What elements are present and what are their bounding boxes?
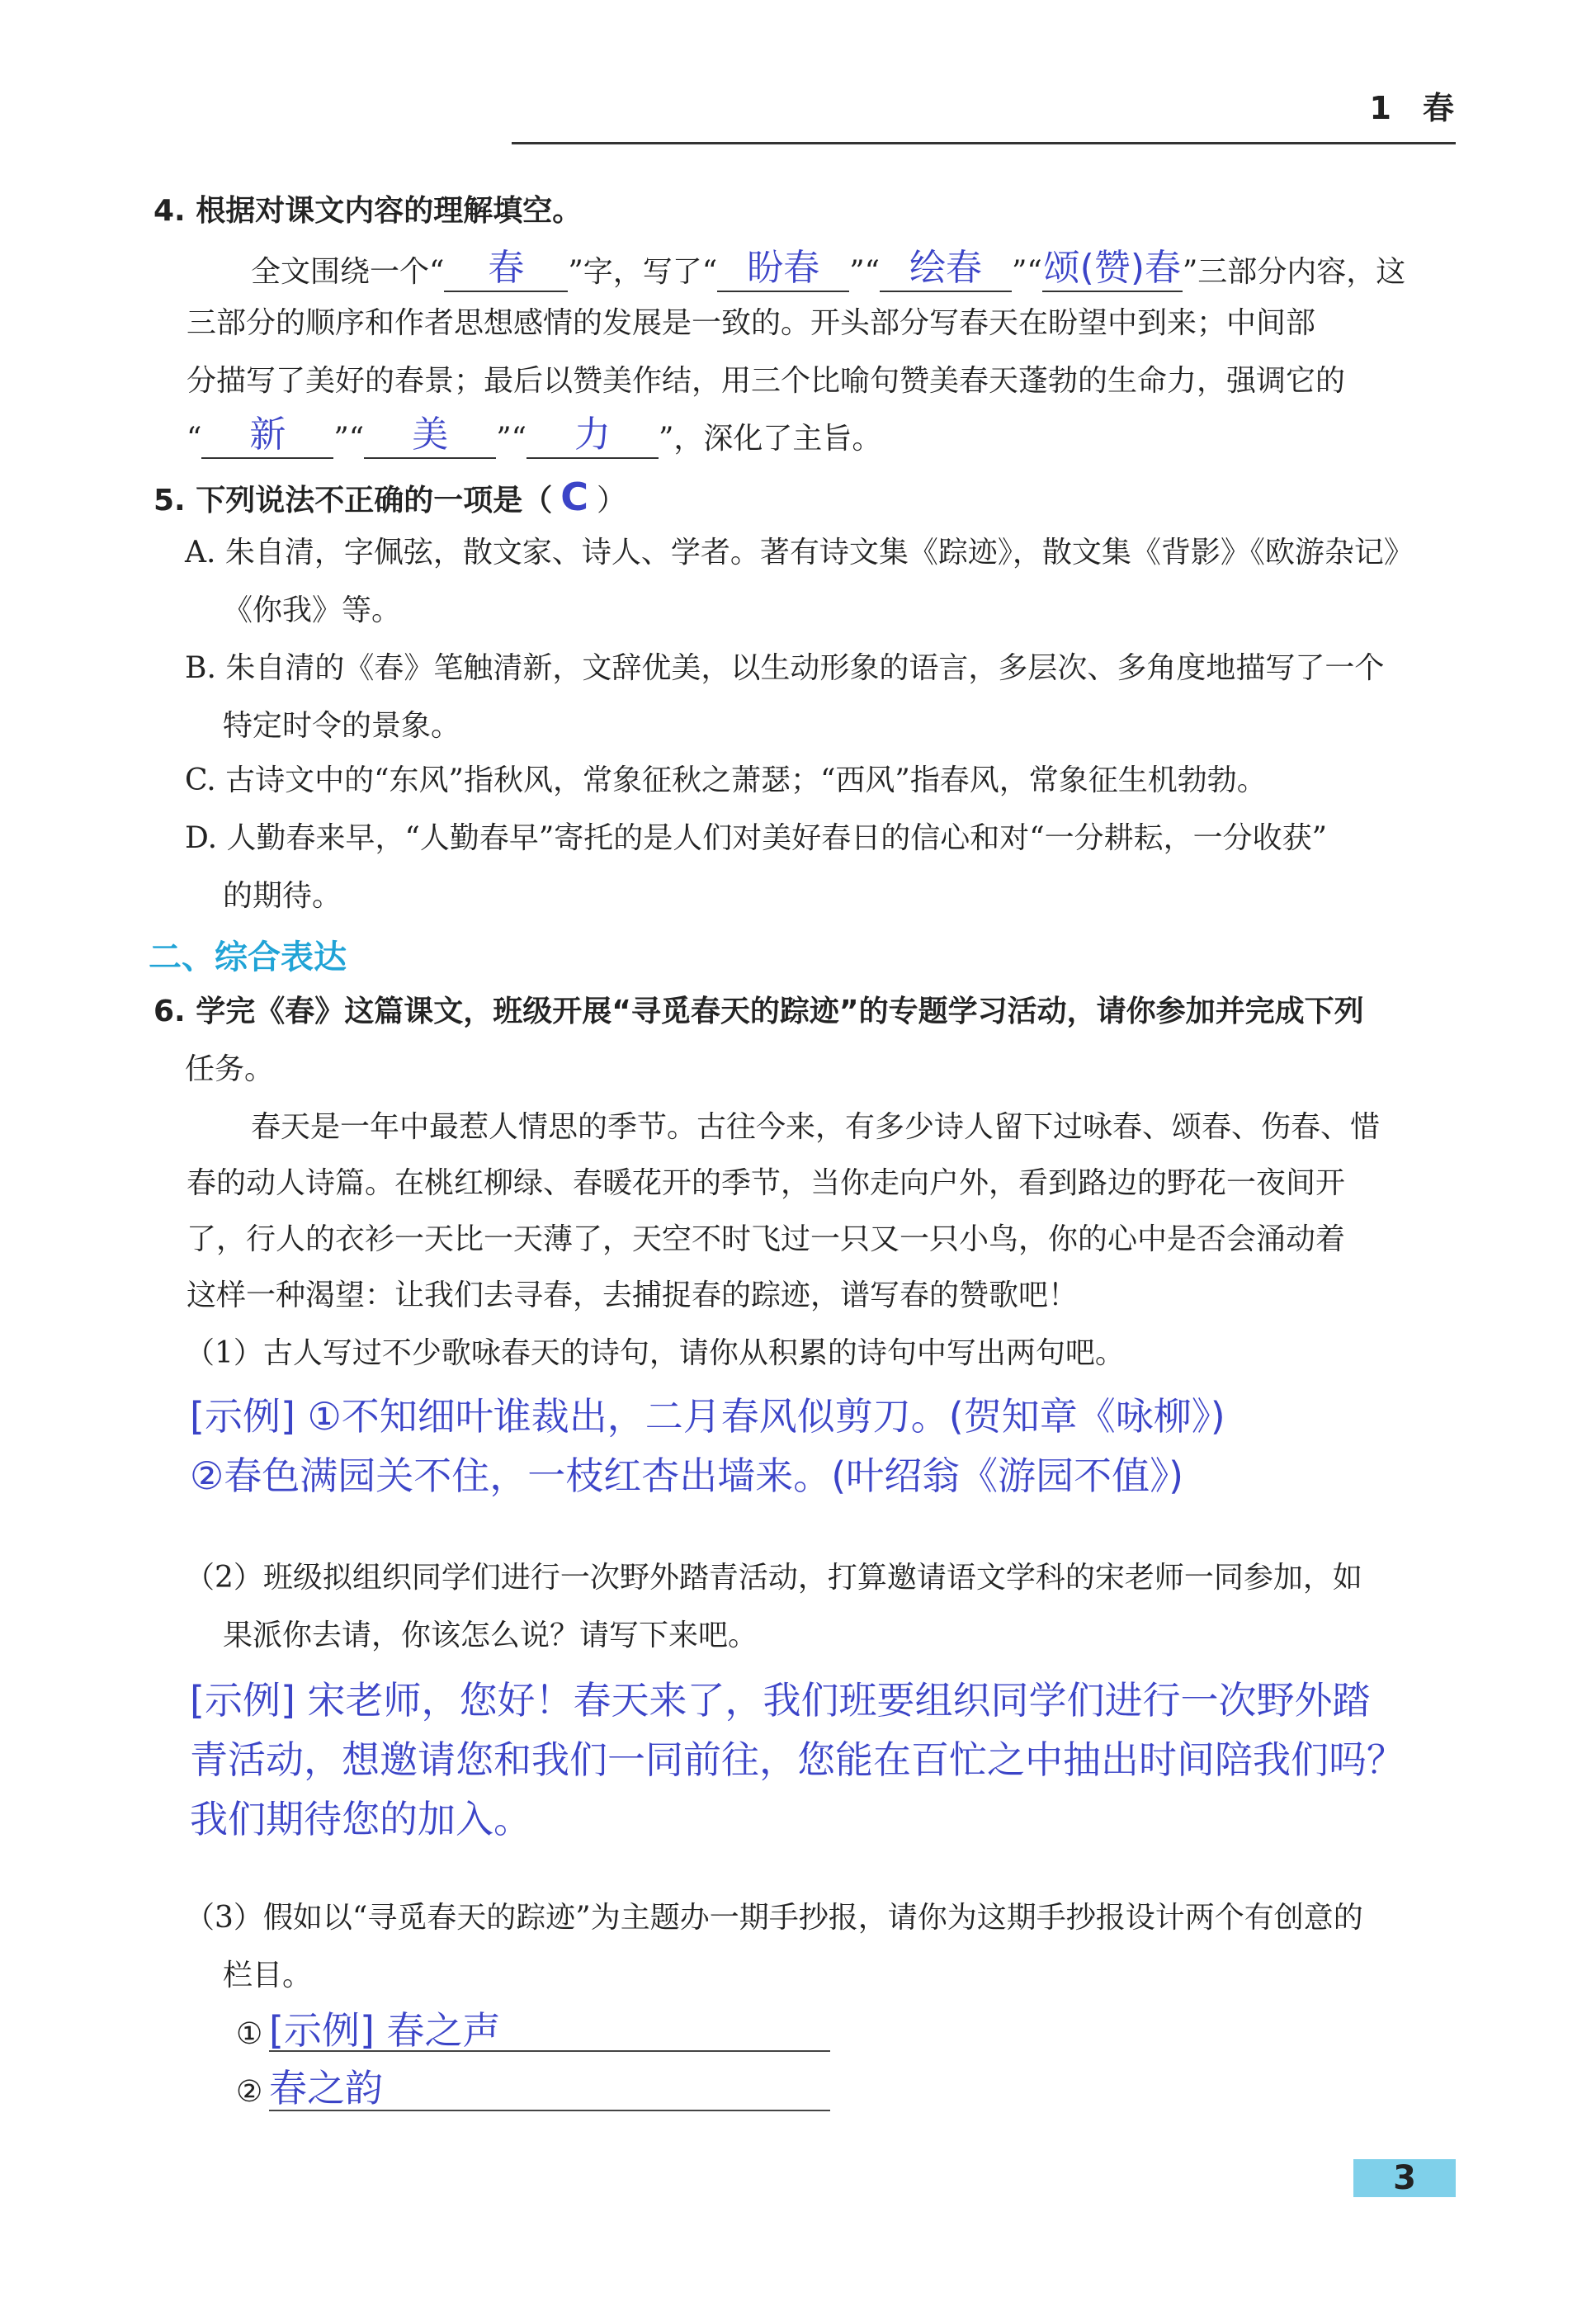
q6-sub1-prompt: （1）古人写过不少歌咏春天的诗句，请你从积累的诗句中写出两句吧。 bbox=[185, 1336, 1125, 1370]
q6-passage-line3: 了，行人的衣衫一天比一天薄了，天空不时飞过一只又一只小鸟，你的心中是否会涌动着 bbox=[187, 1222, 1346, 1256]
q6-passage-line2: 春的动人诗篇。在桃红柳绿、春暖花开的季节，当你走向户外，看到路边的野花一夜间开 bbox=[187, 1166, 1346, 1200]
column-1-answer: [示例] 春之声 bbox=[269, 2008, 501, 2053]
q4-line2: 三部分的顺序和作者思想感情的发展是一致的。开头部分写春天在盼望中到来；中间部 bbox=[187, 306, 1316, 340]
q4-blank-5[interactable]: 新 bbox=[201, 413, 333, 459]
q6-stem-line1: 6. 学完《春》这篇课文，班级开展“寻觅春天的踪迹”的专题学习活动，请你参加并完成下列 bbox=[153, 995, 1364, 1028]
q6-sub1-answer-line2: ②春色满园关不住，一枝红杏出墙来。(叶绍翁《游园不值》) bbox=[190, 1453, 1184, 1498]
q5-option-d-line2: 的期待。 bbox=[223, 879, 342, 913]
q6-stem-line2: 任务。 bbox=[185, 1052, 275, 1086]
page-number: 3 bbox=[1353, 2159, 1456, 2197]
q4-line1: 全文围绕一个“ 春 ”字，写了“ 盼春 ”“ 绘春 ”“颂(赞)春”三部分内容，这 bbox=[251, 246, 1405, 292]
q4-blank-4[interactable]: 颂(赞)春 bbox=[1042, 246, 1183, 292]
q4-blank-7[interactable]: 力 bbox=[526, 413, 659, 459]
q4-line3: 分描写了美好的春景；最后以赞美作结，用三个比喻句赞美春天蓬勃的生命力，强调它的 bbox=[187, 364, 1346, 398]
q5-option-b-line1: B. 朱自清的《春》笔触清新，文辞优美，以生动形象的语言，多层次、多角度地描写了一个 bbox=[185, 651, 1385, 685]
q6-sub3-prompt-line1: （3）假如以“寻觅春天的踪迹”为主题办一期手抄报，请你为这期手抄报设计两个有创意的 bbox=[185, 1901, 1363, 1935]
q5-option-a-line2: 《你我》等。 bbox=[223, 593, 402, 627]
page-header bbox=[1370, 83, 1456, 128]
q4-blank-1[interactable]: 春 bbox=[444, 246, 568, 292]
column-1-label: ① bbox=[236, 2017, 263, 2051]
q4-blank-2[interactable]: 盼春 bbox=[717, 246, 849, 292]
q6-sub2-answer bbox=[190, 1671, 1405, 1849]
q4-blank-3[interactable]: 绘春 bbox=[880, 246, 1012, 292]
column-2-label: ② bbox=[236, 2075, 263, 2109]
q6-sub1-answer bbox=[190, 1387, 1225, 1505]
q4-line4: “ 新 ”“ 美 ”“ 力 ”，深化了主旨。 bbox=[187, 413, 881, 459]
header-rule bbox=[512, 142, 1456, 144]
q5-stem: 5. 下列说法不正确的一项是（ C ） bbox=[153, 475, 627, 519]
lesson-title: 春 bbox=[1422, 89, 1456, 126]
q5-option-b-line2: 特定时令的景象。 bbox=[223, 709, 461, 743]
q6-sub2-answer-line2: 青活动，想邀请您和我们一同前往，您能在百忙之中抽出时间陪我们吗？ bbox=[190, 1737, 1405, 1782]
q5-option-c: C. 古诗文中的“东风”指秋风，常象征秋之萧瑟；“西风”指春风，常象征生机勃勃。 bbox=[185, 763, 1267, 797]
q6-passage-line4: 这样一种渴望：让我们去寻春，去捕捉春的踪迹，谱写春的赞歌吧！ bbox=[187, 1279, 1079, 1312]
column-1-underline bbox=[269, 2050, 830, 2052]
q5-option-a-line1: A. 朱自清，字佩弦，散文家、诗人、学者。著有诗文集《踪迹》，散文集《背影》《欧游杂记》 bbox=[185, 536, 1414, 570]
q4-stem: 4. 根据对课文内容的理解填空。 bbox=[153, 194, 583, 228]
section-title: 二、综合表达 bbox=[149, 938, 347, 976]
q6-sub1-answer-line1: [示例] ①不知细叶谁裁出，二月春风似剪刀。(贺知章《咏柳》) bbox=[190, 1394, 1225, 1439]
q5-option-d-line1: D. 人勤春来早，“人勤春早”寄托的是人们对美好春日的信心和对“一分耕耘，一分收获” bbox=[185, 821, 1328, 855]
column-2-underline bbox=[269, 2110, 830, 2111]
column-2-answer: 春之韵 bbox=[269, 2066, 383, 2110]
q6-sub2-answer-line1: [示例] 宋老师，您好！春天来了，我们班要组织同学们进行一次野外踏 bbox=[190, 1678, 1371, 1723]
q4-blank-6[interactable]: 美 bbox=[364, 413, 496, 459]
q6-sub2-prompt-line1: （2）班级拟组织同学们进行一次野外踏青活动，打算邀请语文学科的宋老师一同参加，如 bbox=[185, 1561, 1362, 1595]
q6-passage-line1: 春天是一年中最惹人情思的季节。古往今来，有多少诗人留下过咏春、颂春、伤春、惜 bbox=[251, 1110, 1381, 1144]
q6-sub2-prompt-line2: 果派你去请，你该怎么说？请写下来吧。 bbox=[223, 1619, 758, 1652]
q6-sub2-answer-line3: 我们期待您的加入。 bbox=[190, 1797, 531, 1841]
q6-sub3-prompt-line2: 栏目。 bbox=[223, 1959, 313, 1992]
lesson-number: 1 bbox=[1369, 90, 1393, 126]
q5-answer: C bbox=[560, 475, 589, 519]
